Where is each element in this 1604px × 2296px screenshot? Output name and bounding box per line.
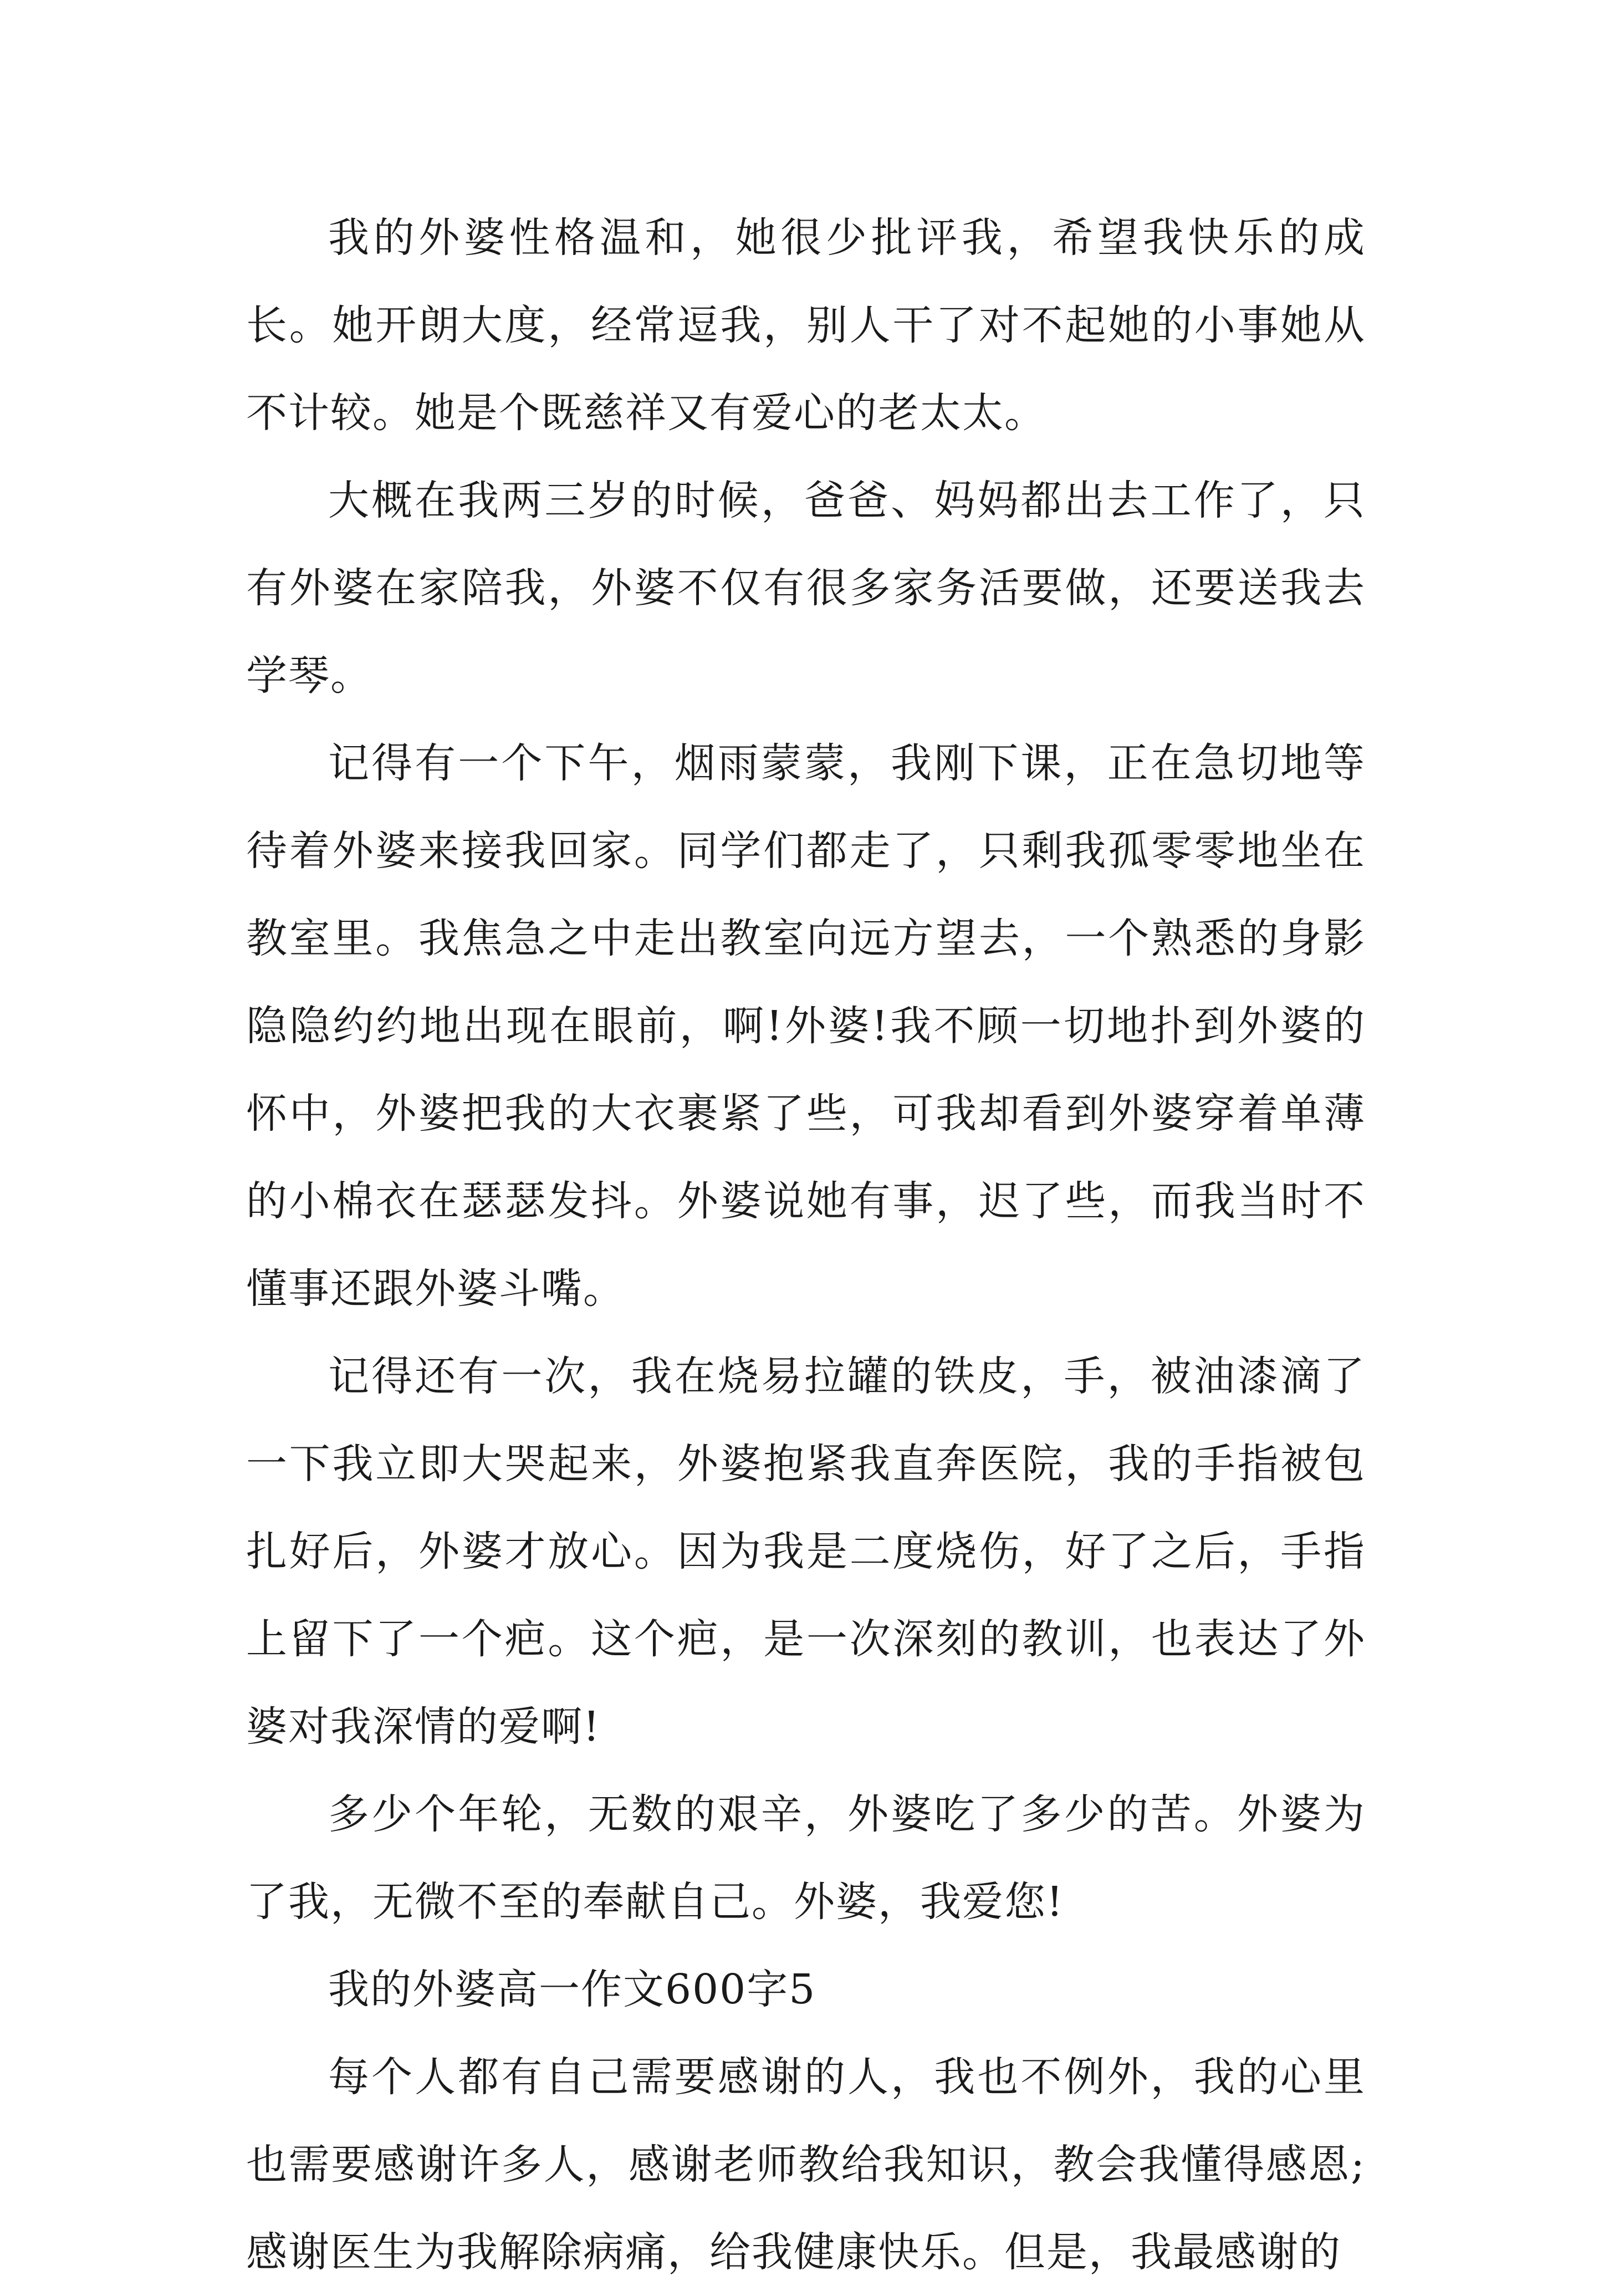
section-heading: 我的外婆高一作文600字5 bbox=[328, 1966, 816, 2013]
paragraph-6: 每个人都有自己需要感谢的人，我也不例外，我的心里也需要感谢许多人，感谢老师教给我知识，教会我懂得感恩;感谢医生为我解除病痛，给我健康快乐。但是，我最感谢的 bbox=[246, 2053, 1366, 2276]
paragraph-3: 记得有一个下午，烟雨蒙蒙，我刚下课，正在急切地等待着外婆来接我回家。同学们都走了，只剩我孤零零地坐在教室里。我焦急之中走出教室向远方望去，一个熟悉的身影隐隐约约地出现在眼前，啊!外婆!我不顾一切地扑到外婆的怀中，外婆把我的大衣裹紧了些，可我却看到外婆穿着单薄的小棉衣在瑟瑟发抖。外婆说她有事，迟了些，而我当时不懂事还跟外婆斗嘴。 bbox=[246, 739, 1366, 1313]
paragraph-4: 记得还有一次，我在烧易拉罐的铁皮，手，被油漆滴了一下我立即大哭起来，外婆抱紧我直奔医院，我的手指被包扎好后，外婆才放心。因为我是二度烧伤，好了之后，手指上留下了一个疤。这个疤，是一次深刻的教训，也表达了外婆对我深情的爱啊! bbox=[246, 1353, 1366, 1751]
document-body bbox=[246, 194, 1366, 2296]
paragraph-5: 多少个年轮，无数的艰辛，外婆吃了多少的苦。外婆为了我，无微不至的奉献自己。外婆，我爱您! bbox=[246, 1790, 1366, 1926]
paragraph-2: 大概在我两三岁的时候，爸爸、妈妈都出去工作了，只有外婆在家陪我，外婆不仅有很多家务活要做，还要送我去学琴。 bbox=[246, 477, 1366, 700]
paragraph-1: 我的外婆性格温和，她很少批评我，希望我快乐的成长。她开朗大度，经常逗我，别人干了对不起她的小事她从不计较。她是个既慈祥又有爱心的老太太。 bbox=[246, 214, 1366, 437]
